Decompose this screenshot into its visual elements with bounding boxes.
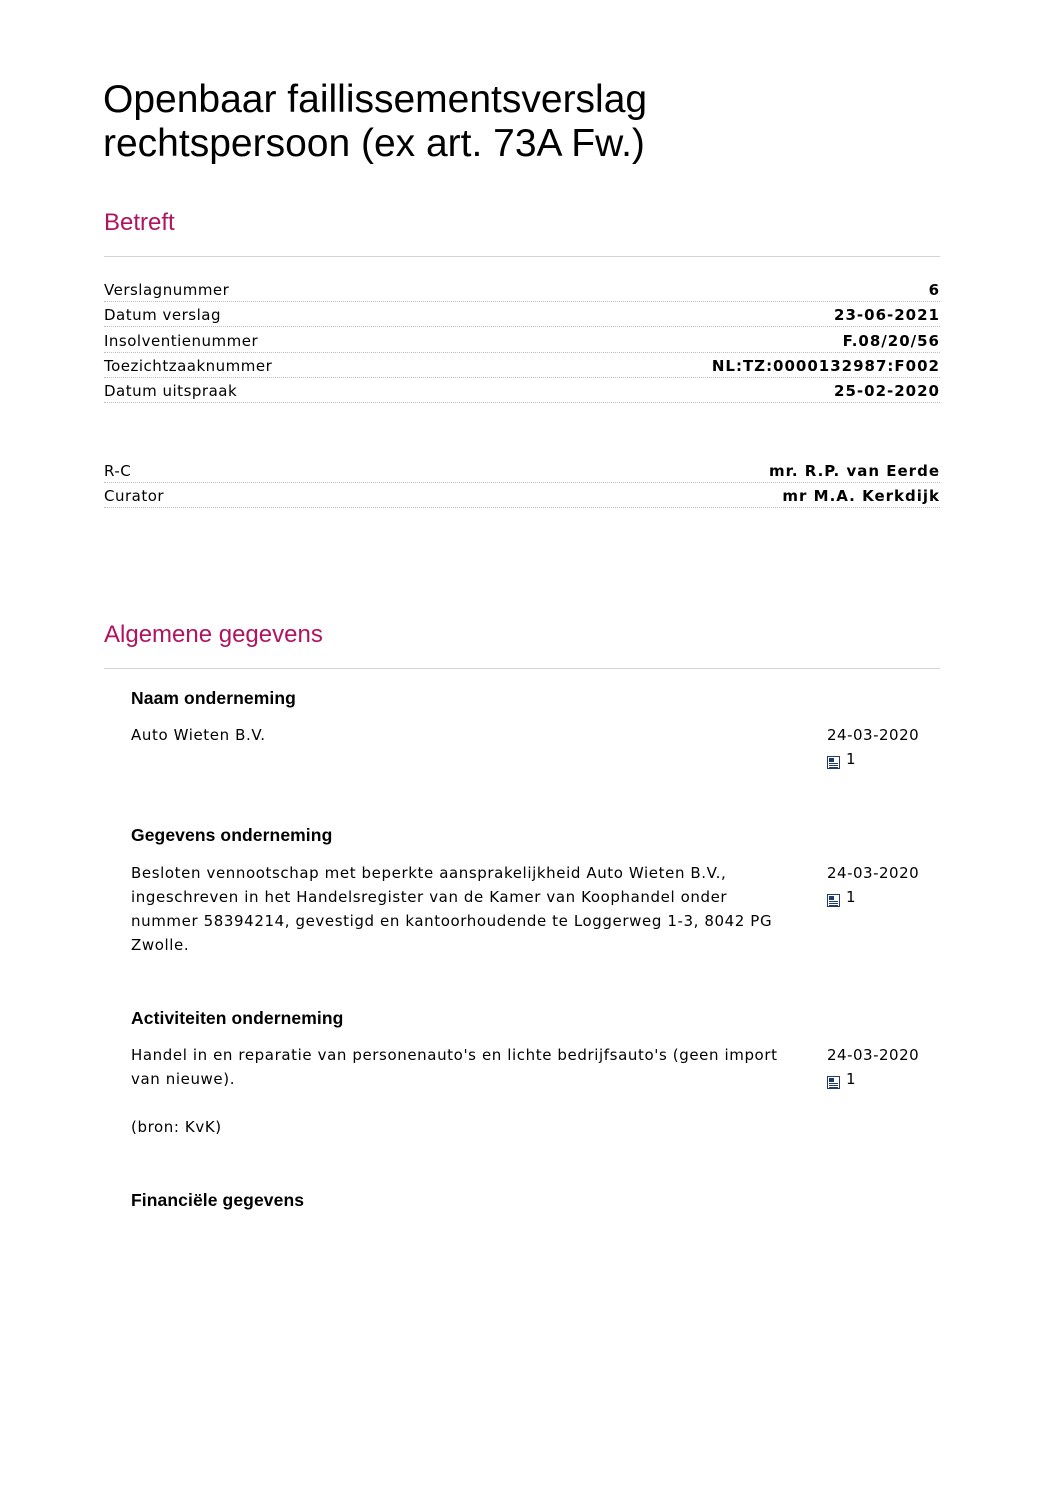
case-details-table bbox=[104, 277, 940, 403]
divider bbox=[104, 256, 940, 257]
row-label: Curator bbox=[104, 487, 165, 506]
subsection-title: Activiteiten onderneming bbox=[131, 1008, 344, 1028]
entry-meta bbox=[827, 723, 919, 771]
row-value: mr. R.P. van Eerde bbox=[768, 462, 940, 481]
row-value: 6 bbox=[928, 281, 940, 300]
subsection-title: Financiële gegevens bbox=[131, 1190, 305, 1210]
paragraph: (bron: KvK) bbox=[131, 1118, 222, 1136]
person-row bbox=[104, 458, 940, 483]
document-icon[interactable] bbox=[827, 756, 840, 769]
section-heading-betreft: Betreft bbox=[104, 209, 175, 236]
report-title-line-2: rechtspersoon (ex art. 73A Fw.) bbox=[103, 122, 645, 165]
entry-meta bbox=[827, 861, 919, 909]
row-label: Datum uitspraak bbox=[104, 381, 238, 400]
attachment-reference[interactable] bbox=[827, 885, 919, 909]
case-detail-row bbox=[104, 353, 940, 378]
report-title-line-1: Openbaar faillissementsverslag bbox=[103, 78, 648, 121]
persons-table bbox=[104, 458, 940, 508]
subsection-title: Naam onderneming bbox=[131, 688, 296, 708]
subsection-title: Gegevens onderneming bbox=[131, 825, 333, 845]
case-detail-row bbox=[104, 378, 940, 403]
reference-number: 1 bbox=[846, 750, 857, 768]
row-label: Datum verslag bbox=[104, 306, 221, 325]
paragraph: Besloten vennootschap met beperkte aansprakelijkheid Auto Wieten B.V., ingeschreven in het Handelsregister van de Kamer van Koophandel onder nummer 58394214, gevestigd en kantoorhoudende te Loggerweg 1-3, 8042 PG Zwolle. bbox=[131, 864, 773, 954]
divider bbox=[104, 668, 940, 669]
row-value: NL:TZ:0000132987:F002 bbox=[711, 356, 940, 375]
case-detail-row bbox=[104, 327, 940, 352]
reference-number: 1 bbox=[846, 888, 857, 906]
attachment-reference[interactable] bbox=[827, 747, 919, 771]
entry-date: 24-03-2020 bbox=[827, 726, 920, 744]
document-icon[interactable] bbox=[827, 1076, 840, 1089]
person-row bbox=[104, 483, 940, 508]
row-value: 25-02-2020 bbox=[834, 381, 940, 400]
case-detail-row bbox=[104, 277, 940, 302]
entry-date: 24-03-2020 bbox=[827, 1046, 920, 1064]
reference-number: 1 bbox=[846, 1070, 857, 1088]
subsection-text bbox=[131, 723, 791, 747]
document-icon[interactable] bbox=[827, 894, 840, 907]
row-label: Toezichtzaaknummer bbox=[104, 356, 273, 375]
report-title bbox=[103, 78, 647, 166]
row-value: F.08/20/56 bbox=[842, 331, 940, 350]
paragraph: Auto Wieten B.V. bbox=[131, 726, 266, 744]
row-value: mr M.A. Kerkdijk bbox=[782, 487, 940, 506]
subsection-text bbox=[131, 861, 791, 957]
entry-meta bbox=[827, 1043, 919, 1091]
row-label: R-C bbox=[104, 462, 132, 481]
row-label: Verslagnummer bbox=[104, 281, 230, 300]
attachment-reference[interactable] bbox=[827, 1067, 919, 1091]
row-label: Insolventienummer bbox=[104, 331, 259, 350]
entry-date: 24-03-2020 bbox=[827, 864, 920, 882]
section-heading-algemene-gegevens: Algemene gegevens bbox=[104, 621, 323, 648]
case-detail-row bbox=[104, 302, 940, 327]
subsection-text bbox=[131, 1043, 791, 1139]
row-value: 23-06-2021 bbox=[834, 306, 940, 325]
paragraph: Handel in en reparatie van personenauto's en lichte bedrijfsauto's (geen import van nieuwe). bbox=[131, 1046, 778, 1088]
